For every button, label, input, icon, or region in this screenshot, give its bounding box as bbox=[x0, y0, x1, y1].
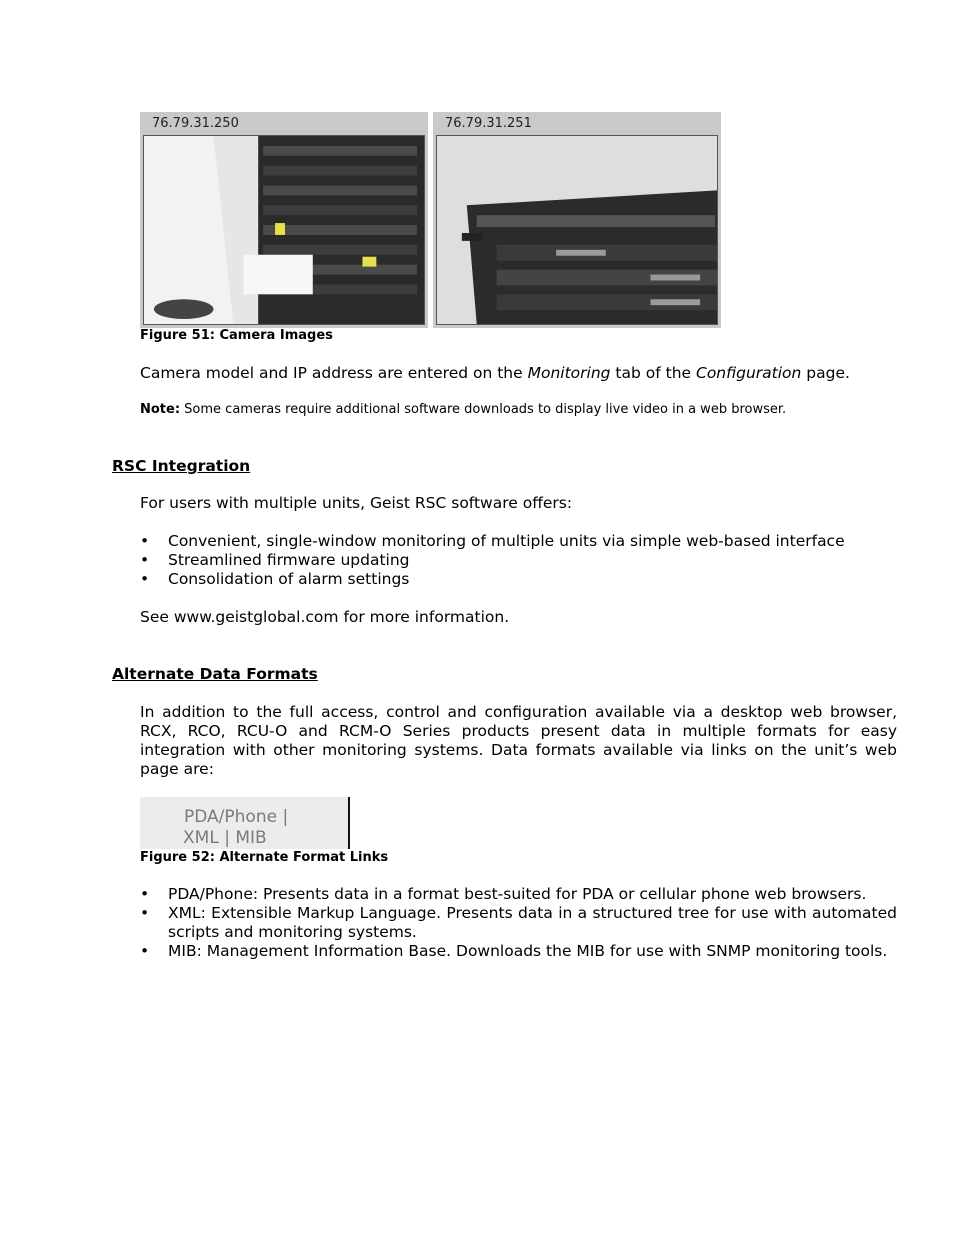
camera-panel-right bbox=[433, 112, 721, 328]
rsc-intro: For users with multiple units, Geist RSC software offers: bbox=[140, 494, 573, 512]
list-item: • Streamlined firmware updating bbox=[140, 551, 900, 570]
note-text: Some cameras require additional software downloads to display live video in a web browser. bbox=[180, 402, 787, 417]
list-item: • PDA/Phone: Presents data in a format best-suited for PDA or cellular phone web browsers. bbox=[140, 885, 897, 904]
rsc-bullet-list bbox=[140, 532, 900, 589]
camera-config-paragraph bbox=[140, 364, 900, 383]
alt-formats-intro: In addition to the full access, control and configuration available via a desktop web browser, RCX, RCO, RCU-O and RCM-O Series products present data in multiple formats for easy integration with other monitoring systems. Data formats available via links on the unit’s web page are: bbox=[140, 703, 897, 778]
text-run: tab of the bbox=[610, 364, 696, 382]
camera-image-left bbox=[143, 135, 425, 325]
note-paragraph bbox=[140, 402, 900, 417]
figure-51-caption: Figure 51: Camera Images bbox=[140, 328, 333, 343]
list-item: • MIB: Management Information Base. Downloads the MIB for use with SNMP monitoring tools. bbox=[140, 942, 897, 961]
camera-ip-label: 76.79.31.250 bbox=[152, 116, 239, 131]
camera-panel-left bbox=[140, 112, 428, 328]
text-run: Camera model and IP address are entered on the bbox=[140, 364, 528, 382]
camera-ip-label: 76.79.31.251 bbox=[445, 116, 532, 131]
list-item: • Convenient, single-window monitoring of multiple units via simple web-based interface bbox=[140, 532, 900, 551]
alt-formats-heading: Alternate Data Formats bbox=[112, 665, 318, 683]
note-label: Note: bbox=[140, 402, 181, 417]
configuration-page-name: Configuration bbox=[696, 364, 802, 382]
rsc-heading: RSC Integration bbox=[112, 457, 251, 475]
monitoring-tab-name: Monitoring bbox=[527, 364, 611, 382]
alt-formats-bullet-list bbox=[140, 885, 897, 961]
camera-image-right bbox=[436, 135, 718, 325]
links-row-xml-mib: XML | MIB bbox=[183, 828, 267, 848]
links-row-pda: PDA/Phone | bbox=[184, 807, 289, 827]
links-divider bbox=[348, 797, 350, 849]
rsc-see-more: See www.geistglobal.com for more information. bbox=[140, 608, 510, 626]
alternate-format-links-image bbox=[140, 797, 348, 849]
list-item: • Consolidation of alarm settings bbox=[140, 570, 900, 589]
text-run: page. bbox=[801, 364, 850, 382]
figure-52-caption: Figure 52: Alternate Format Links bbox=[140, 850, 389, 865]
list-item: • XML: Extensible Markup Language. Presents data in a structured tree for use with automated scripts and monitoring systems. bbox=[140, 904, 897, 942]
